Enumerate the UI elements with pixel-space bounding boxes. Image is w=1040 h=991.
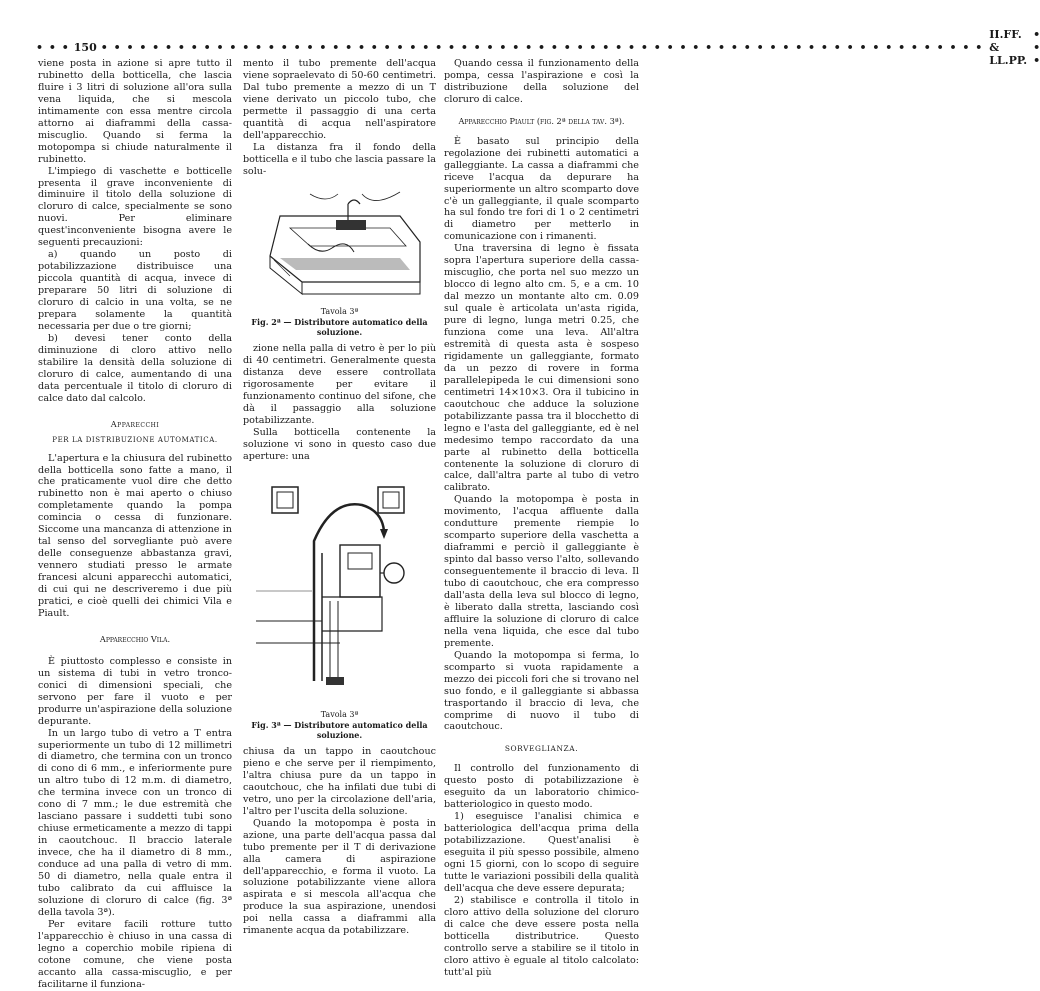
paragraph: Quando cessa il funzionamento della pompa, cessa l'aspirazione e così la distribuzione della soluzione del cloruro di calce. [444,58,639,105]
header-leader-right: • • • [1033,28,1040,67]
paragraph: La distanza fra il fondo della botticella e il tubo che lascia passare la solu- [243,141,436,177]
paragraph: L'apertura e la chiusura del rubinetto della botticella sono fatte a mano, il che praticamente vuol dire che detto rubinetto non è mai aperto o chiuso completamente quando la pompa comincia o cessa di funzionare. Siccome una mancanza di attenzione in tal senso del sorvegliante può avere delle conseguenze abbastanza gravi, vennero studiati presso le armate francesi alcuni apparecchi automatici, di cui qui ne descriveremo i due più pratici, e cioè quelli dei chimici Vila e Piault. [38,452,232,619]
section-heading: SORVEGLIANZA. [504,744,579,754]
paragraph: chiusa da un tappo in caoutchouc pieno e che serve per il riempimento, l'altra chiusa pure da un tappo in caoutchouc, che ha infilati due tubi di vetro, uno per la circolazione dell'aria, l'altro per l'uscita della soluzione. [243,745,436,817]
figure-3-plate: Tavola 3ª [320,709,359,719]
paragraph: È piuttosto complesso e consiste in un sistema di tubi in vetro tronco-conici di dimensioni speciali, che servono per fare il vuoto e per produrre un'aspirazione della soluzione depurante. [38,655,232,727]
text-column-2 [243,58,436,937]
text-column-1 [38,58,232,991]
journal-title: II.FF. & LL.PP. [989,28,1028,67]
paragraph: In un largo tubo di vetro a T entra superiormente un tubo di 12 millimetri di diametro, che termina con un tronco di cono di 6 mm., e inferiormente pure un altro tubo di 12 m.m. di diametro, che termina invece con un tronco di cono di 7 mm.; le due estremità che lasciano passare i suddetti tubi sono chiuse ermeticamente a mezzo di tappi in caoutchouc. Il braccio laterale invece, che ha il diametro di 8 mm., conduce ad una palla di vetro di mm. 50 di diametro, nella quale entra il tubo calibrato da cui affluisce la soluzione di cloruro di calce (fig. 3ª della tavola 3ª). [38,727,232,918]
section-heading: Apparecchio Vila. [99,633,171,644]
paragraph: È basato sul principio della regolazione dei rubinetti automatici a galleggiante. La cassa a diaframmi che riceve l'acqua da depurare ha superiormente un altro scomparto dove c'è un galleggiante, il quale scomparto ha sul fondo tre fori di 1 o 2 centimetri di diametro per metterlo in comunicazione con i rimanenti. [444,135,639,243]
paragraph: zione nella palla di vetro è per lo più di 40 centimetri. Generalmente questa distanza deve essere controllata rigorosamente per evitare il funzionamento continuo del sifone, che dà il passaggio alla soluzione potabilizzante. [243,343,436,427]
figure-3 [243,481,436,740]
paragraph: Il controllo del funzionamento di questo posto di potabilizzazione è eseguito da un laboratorio chimico-batteriologico in questo modo. [444,763,639,811]
section-heading: Apparecchio Piault (fig. 2ª della tav. 3ª). [458,115,625,126]
paragraph: Per evitare facili rotture tutto l'apparecchio è chiuso in una cassa di legno a coperchio mobile ripiena di cotone comune, che viene posta accanto alla cassa-miscuglio, e per facilitarne il funziona- [38,918,232,990]
paragraph: Sulla botticella contenente la soluzione vi sono in questo caso due aperture: una [243,427,436,463]
paragraph: Quando la motopompa si ferma, lo scomparto si vuota rapidamente a mezzo dei piccoli fori che si trovano nel suo fondo, e il galleggiante si abbassa trasportando il braccio di leva, che comprime di nuovo il tubo di caoutchouc. [444,649,639,733]
section-heading-line2: PER LA DISTRIBUZIONE AUTOMATICA. [52,435,218,444]
figure-3-drawing [252,481,427,706]
text-column-3 [444,58,639,979]
figure-2-drawing [250,186,430,304]
list-item: 2) stabilisce e controlla il titolo in cloro attivo della soluzione del cloruro di calce che deve essere posta nella botticella distributrice. Questo controllo serve a stabilire se il titolo in cloro attivo è eguale al titolo calcolato: tutt'al più [444,894,639,978]
section-heading [38,419,232,447]
list-item: b) devesi tener conto della diminuzione di cloro attivo nello stabilire la densità della soluzione di cloruro di calce, aumentando di una data percentuale il titolo di cloruro di calce dato dal calcolo. [38,332,232,404]
paragraph: Una traversina di legno è fissata sopra l'apertura superiore della cassa-miscuglio, che porta nel suo mezzo un blocco di legno alto cm. 5, e a cm. 10 dal mezzo un montante alto cm. 0.09 sul quale è articolata un'asta rigida, pure di legno, lunga metri 0.25, che funziona come una leva. All'altra estremità di questa asta è sospeso rigidamente un galleggiante, formato da un pezzo di rovere in forma parallelepipeda le cui dimensioni sono centimetri 14×10×3. Ora il tubicino in caoutchouc che adduce la soluzione potabilizzante passa tra il blocchetto di legno e l'asta del galleggiante, ed è nel medesimo tempo raccordato da una parte al rubinetto della botticella contenente la soluzione di cloruro di calce, dall'altra parte al tubo di vetro calibrato. [444,243,639,494]
list-item: 1) eseguisce l'analisi chimica e batteriologica dell'acqua prima della potabilizzazione. Quest'analisi è eseguita il più spesso possibile, almeno ogni 15 giorni, con lo scopo di seguire tutte le variazioni possibili della qualità dell'acqua che deve essere depurata; [444,811,639,894]
header-leader-middle: • • • • • • • • • • • • • • • • • • • • • • • • • • • • • • • • • • • • • • • • • • • • • • • • • • • • • • • • • • • • • • • • • • • • • [100,41,984,54]
figure-2-title: Fig. 2ª — Distributore automatico della soluzione. [251,317,428,338]
figure-3-caption [243,710,436,740]
paragraph: L'impiego di vaschette e botticelle presenta il grave inconveniente di diminuire il titolo della soluzione di cloruro di calce, specialmente se sono nuovi. Per eliminare quest'inconveniente bisogna avere le seguenti precauzioni: [38,165,232,249]
section-heading-line1: Apparecchi [110,418,160,429]
paragraph: mento il tubo premente dell'acqua viene sopraelevato di 50-60 centimetri. Dal tubo premente a mezzo di un T viene derivato un piccolo tubo, che permette il passaggio di una certa quantità di acqua nell'aspiratore dell'apparecchio. [243,58,436,141]
page-number: 150 [73,41,97,54]
figure-2 [243,186,436,338]
paragraph: Quando la motopompa è posta in movimento, l'acqua affluente dalla condutture premente riempie lo scomparto superiore della vaschetta a diaframmi e perciò il galleggiante è spinto dal basso verso l'alto, sollevando conseguentemente il braccio di leva. Il tubo di caoutchouc, che era compresso dall'asta della leva sul blocco di legno, è liberato dalla stretta, lasciando così affluire la soluzione di cloruro di calce nella vena liquida, che esce dal tubo premente. [444,494,639,649]
list-item: a) quando un posto di potabilizzazione distribuisce una piccola quantità di acqua, invece di preparare 50 litri di soluzione di cloruro di calcio in una volta, se ne prepara solamente la quantità necessaria per due o tre giorni; [38,249,232,332]
figure-3-title: Fig. 3ª — Distributore automatico della soluzione. [251,719,428,740]
figure-2-plate: Tavola 3ª [320,307,359,317]
header-leader-left: • • • [36,41,70,54]
figure-2-caption [243,307,436,337]
paragraph: viene posta in azione si apre tutto il rubinetto della botticella, che lascia fluire i 3 litri di soluzione all'ora sulla vena liquida, che si mescola intimamente con essa mentre circola attorno ai diaframmi della cassa-miscuglio. Quando si ferma la motopompa si chiude naturalmente il rubinetto. [38,58,232,165]
paragraph: Quando la motopompa è posta in azione, una parte dell'acqua passa dal tubo premente per il T di derivazione alla camera di aspirazione dell'apparecchio, e forma il vuoto. La soluzione potabilizzante viene allora aspirata e si mescola all'acqua che produce la sua aspirazione, unendosi poi nella cassa a diaframmi alla rimanente acqua da potabilizzare. [243,817,436,937]
